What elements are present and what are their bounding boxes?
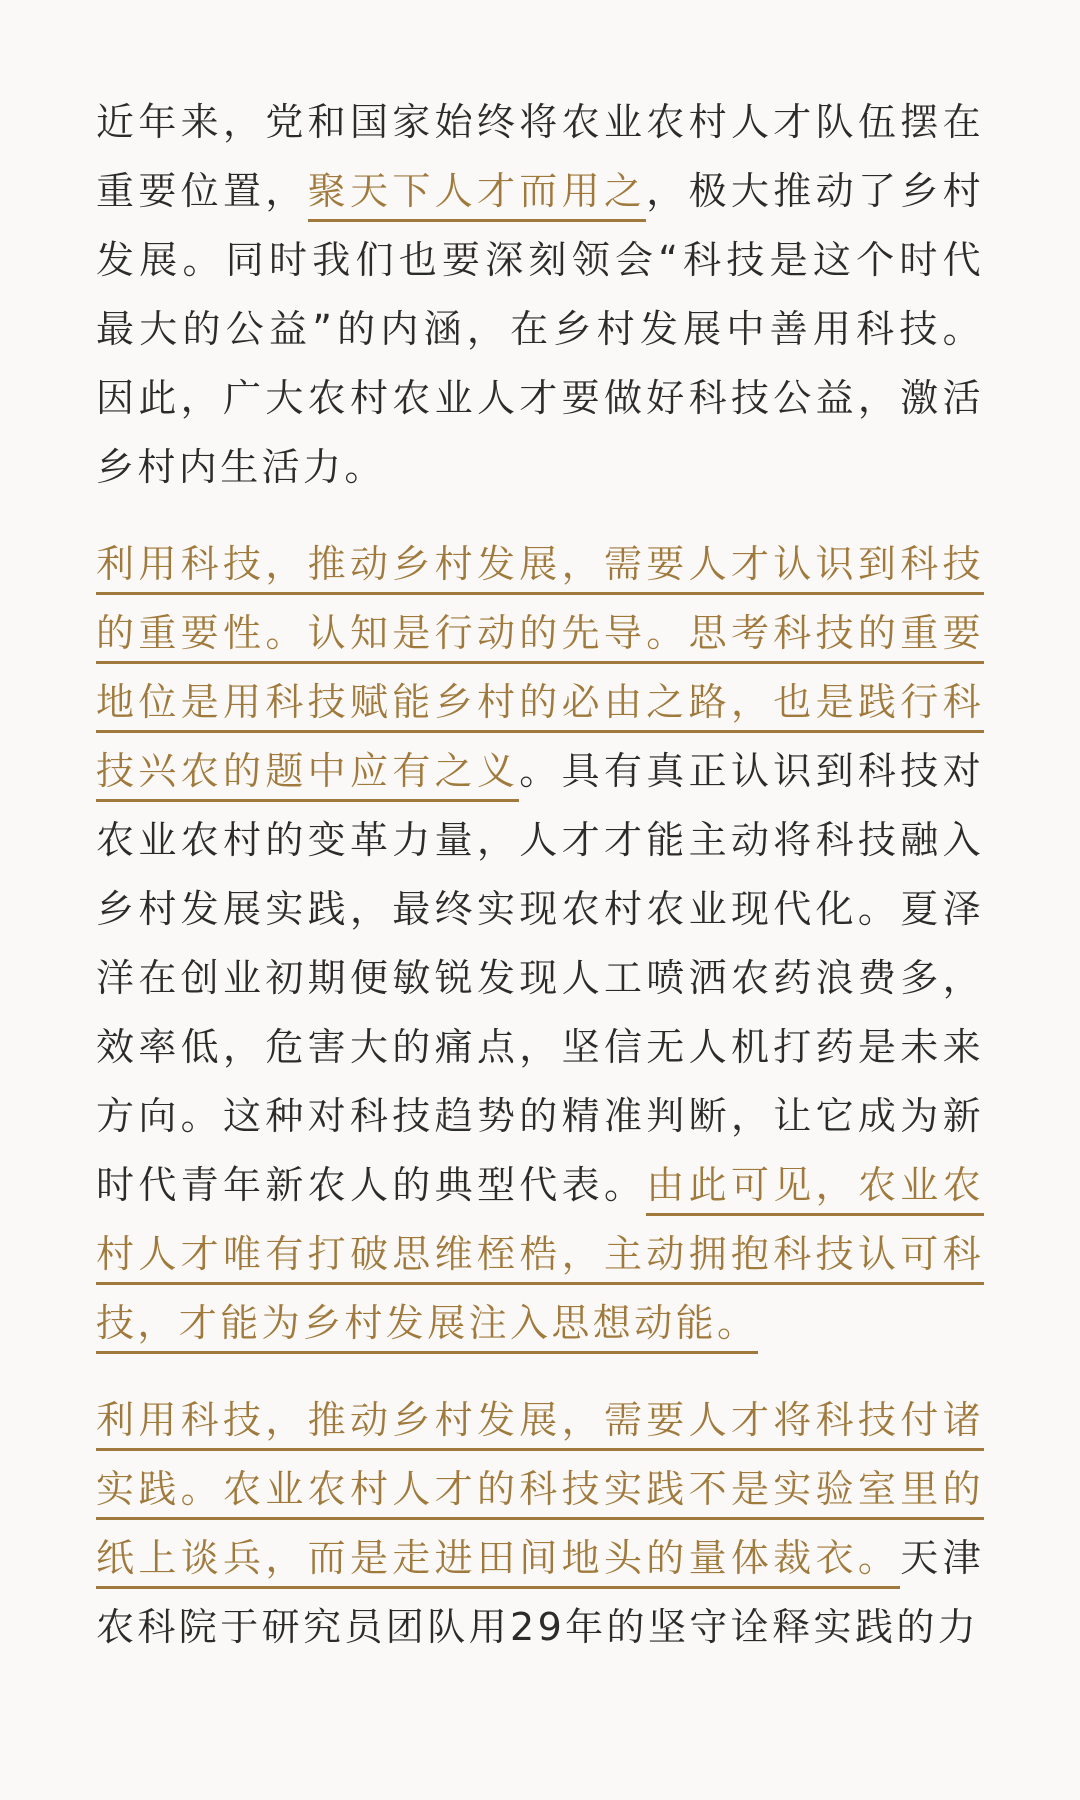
paragraph-1-text: ，极大推动了乡村发展。同时我们也要深刻领会“科技是这个时代最大的公益”的内涵，在乡村发展中善用科技。因此，广大农村农业人才要做好科技公益，激活乡村内生活力。 xyxy=(96,169,985,489)
highlighted-phrase: 利用科技，推动乡村发展，需要人才认识到科技的重要性。认知是行动的先导。思考科技的重要地位是用科技赋能乡村的必由之路，也是践行科技兴农的题中应有之义 xyxy=(96,542,984,802)
highlighted-phrase: 由此可见，农业农村人才唯有打破思维桎梏，主动拥抱科技认可科技，才能为乡村发展注入思想动能。 xyxy=(96,1163,984,1354)
paragraph-1-text: 近年来，党和国家始终将农业农村人才队伍摆在重要位置， xyxy=(96,100,984,213)
highlighted-phrase: 聚天下人才而用之 xyxy=(308,169,647,222)
highlighted-phrase: 利用科技，推动乡村发展，需要人才将科技付诸实践。农业农村人才的科技实践不是实验室里的纸上谈兵，而是走进田间地头的量体裁衣。 xyxy=(96,1398,984,1589)
paragraph-1 xyxy=(96,88,984,502)
paragraph-3 xyxy=(96,1386,984,1662)
paragraph-3-text: 天津农科院于研究员团队用29年的坚守诠释实践的力 xyxy=(96,1536,984,1649)
paragraph-2-text: 。具有真正认识到科技对农业农村的变革力量，人才才能主动将科技融入乡村发展实践，最终实现农村农业现代化。夏泽洋在创业初期便敏锐发现人工喷洒农药浪费多，效率低，危害大的痛点，坚信无人机打药是未来方向。这种对科技趋势的精准判断，让它成为新时代青年新农人的典型代表。 xyxy=(96,749,984,1207)
paragraph-2 xyxy=(96,530,984,1358)
